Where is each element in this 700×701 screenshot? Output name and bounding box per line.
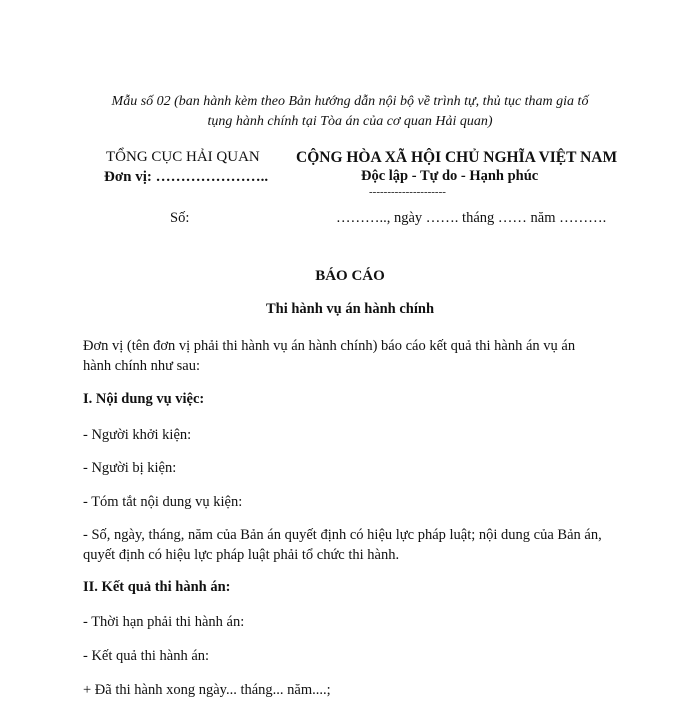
report-subtitle: Thi hành vụ án hành chính (265, 301, 435, 317)
result-item: - Kết quả thi hành án: (83, 648, 210, 664)
intro-line-1: Đơn vị (tên đơn vị phải thi hành vụ án hành chính) báo cáo kết quả thi hành án vụ án (83, 338, 576, 354)
deadline-item: - Thời hạn phải thi hành án: (83, 614, 245, 630)
judgment-line-2: quyết định có hiệu lực pháp luật phải tổ chức thi hành. (83, 547, 400, 563)
document-number-label: Số: (170, 210, 190, 226)
section-2-heading: II. Kết quả thi hành án: (83, 579, 231, 595)
nation-title: CỘNG HÒA XÃ HỘI CHỦ NGHĨA VIỆT NAM (296, 149, 618, 166)
motto-underline: --------------------- (369, 186, 446, 198)
plaintiff-item: - Người khởi kiện: (83, 427, 192, 443)
document-date-line: ……….., ngày ……. tháng …… năm ………. (336, 210, 607, 226)
form-note-line-1: Mẫu số 02 (ban hành kèm theo Bản hướng dẫn nội bộ về trình tự, thủ tục tham gia tố (111, 94, 589, 109)
judgment-line-1: - Số, ngày, tháng, năm của Bản án quyết định có hiệu lực pháp luật; nội dung của Bản án, (83, 527, 602, 543)
intro-line-2: hành chính như sau: (83, 358, 200, 374)
completed-item: + Đã thi hành xong ngày... tháng... năm....; (83, 682, 331, 698)
section-1-heading: I. Nội dung vụ việc: (83, 391, 205, 407)
unit-label: Đơn vị: ………………….. (104, 169, 269, 185)
nation-motto: Độc lập - Tự do - Hạnh phúc (361, 168, 539, 184)
agency-name: TỔNG CỤC HẢI QUAN (106, 149, 260, 165)
case-summary-item: - Tóm tắt nội dung vụ kiện: (83, 494, 243, 510)
defendant-item: - Người bị kiện: (83, 460, 177, 476)
report-title: BÁO CÁO (315, 268, 385, 284)
form-note-line-2: tụng hành chính tại Tòa án của cơ quan Hải quan) (207, 114, 493, 129)
